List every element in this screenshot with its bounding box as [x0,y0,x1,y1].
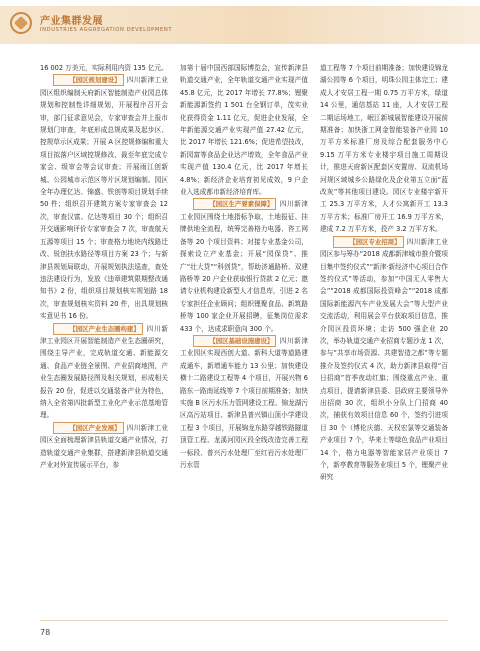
page-number: 78 [40,628,51,637]
col1-section-planning [40,74,168,322]
column-3 [320,62,448,622]
section-title-ecosystem: 【园区产业生态圈构建】 [53,323,142,335]
col2-section-factors [180,198,308,334]
article-body [40,62,448,622]
section-text-investment: 四川新津工业园区参与筹办“2018 成都新津城市推介暨项目集中签约仪式”“新津·新经济中心项目合作签约仪式”等活动，参加“中国无人零售大会”“2018 成都国际投资峰会”“2018 成都国际新能源汽车产业发展大会”等大型产业交流活动，利用展会平台获取项目信息，推介园区投资环境；走访 500 强企业 20 次，举办轨道交通产业招商专题沙龙 1 次，参与“共享市场资源、共建智造之都”等专题推介及签约仪式 4 次，助力新津县取得“百日招商”首季夜动红旗；围绕重点产业、重点项目，提请新津县委、县政府主要领导外出招商 30 次，组织小分队上门招商 40 次，捕获有效项目信息 60 个，签约引进项目 30 个（博伦庆德、天权宏氯等交通装备产业项目 7 个，华来士等绿色食品产业项目 14 个，格力电器等智能家居产业项目 7 个，新亭教育等服务业项目 5 个，锂聚产业研究 [320,237,448,482]
section-text-ecosystem: 四川新津工业园区开展智能制造产业生态圈研究，围绕主导产业，完成轨道交通、新能源交通、食品产业链全景图、产业招商地图，产业生态圈发展路径图及相关规划，形成相关报告 20 份，促进以交通装备产业为特色，纳入全省第四批新型工业化产业示范基地管理。 [40,324,168,420]
section-title-industry: 【园区产业发展】 [53,422,123,434]
section-text-infrastructure: 四川新津工业园区实现西创大道、新科大道等道路建成通车，新增通车能力 13 公里；加快建设横十二路建设工程等 4 个项目，开展兴物 6 路东一路南延线等 7 个项目前期准备；加快实施 B 区污水压力管网建设工程、锦龙湖污区高污站项目、新津县普兴镇山顶小学建设工程 3 个项目，开展锦龙东路穿越铁路隧道顶管工程、龙溪河园区段全线改造完善工程一标段、普兴污水处理厂至红岩污水处理厂污水管 [180,336,308,469]
section-text-industry: 四川新津工业园区全面梳理新津县轨道交通产业情况，打造轨道交通产业集群，搭建新津县轨道交通产业对外宣传展示平台，参 [40,423,168,469]
section-title-investment: 【园区专业招商】 [333,236,403,248]
page-header [0,0,480,46]
col3-section-investment [320,236,448,484]
col2-lead-paragraph: 加第十届中国西部国际博览会，宣传新津县轨道交通产业，全年轨道交通产业实现产值 45.8 亿元，比 2017 年增长 77.8%；锂聚新能源新签约 1 501 台全钢订单，茂实业化获得资金 1.11 亿元，促进企业发展，全年新能源交通产业实现产值 27.42 亿元，比 2017 年增长 121.6%；促进希望技改，新园富等食品企业达产增效，全年食品产业实现产值 130.4 亿元，比 2017 年增长 4.8%；新经济企业培育初见成效，9 户企业入选成都市新经济培育库。 [180,64,308,197]
section-title-planning: 【园区规划建设】 [53,74,123,86]
col2-section-infrastructure [180,335,308,471]
col3-lead-paragraph: 道工程等 7 个项目前期准备；加快建设锦龙湖公园等 6 个项目，明珠公园主体完工；建成人才安居工程一期 0.75 万平方米，绿道 14 公里，通信基站 11 座，人才安居工程二期运场地工，岷江新城展智能建设开展前期准备；加快浙工网金智能装备产业园 10 万平方米标准厂房及综合配套服务中心 9.15 万平方米专业楼宇项目施工周期设计，推进天府新区配套区安置房、双流机场河规区域城乡公路绿化及企业第五立面“蓝改灰”等其他项目建设。园区专业楼宇新开工 25.3 万平方米，人才公寓新开工 13.3 万平方米；标准厂房开工 16.9 万平方米，建成 7.2 万平方米，投产 3.2 万平方米。 [320,64,448,234]
section-title-infrastructure: 【园区基础设施建设】 [193,335,276,347]
section-text-factors: 四川新津工业园区围绕土地指标争取、土地报征、挂牌供地全流程，统筹完善格力电器、咨工网备等 20 个项目资料；对接专业基金公司，探索设立产业基金；开展“园保贷”、推广“壮大贷”“科创贷”，帮助济通路桥、双建路桥等 20 户企业获取银行贷款 2 亿元；邀请专业机构建设新型人才信息库，引进 2 名专家担任企业顾问；组织锂聚食品、新筑路桥等 100 家企业开展招聘，征集岗位需求 433 个，达成求职意向 300 个。 [180,200,308,333]
col1-section-ecosystem [40,323,168,422]
header-subtitle: INDUSTRIES AGGREGATION DEVELOPMENT [40,27,173,33]
section-title-factors: 【园区生产要素保障】 [193,198,276,210]
col1-lead-paragraph: 16 002 万美元，实际利用内资 135 亿元。 [40,64,168,72]
column-2 [180,62,308,622]
section-logo-icon [10,12,32,34]
section-text-planning: 四川新津工业园区组织编制天府新区智能制造产业园总体规划和控制性详细规划，开展程序召开会审，部门征求意见会，专家审查会并上报市规划门审查，年底形成总规成果及起步区、控规草示区成果；开展 A 区控规修编和重大项目拟落户区域控规修改、裁至年底完成专家会、级审会等会议审查；开展雨江创新城、公园城市示范区等片区规划编制。园区全年办理亿达、锦盛、铁创等项目规划手续 50 件；组织召开建筑方案专家审查会 12 次，审查汉富、亿达等项目 30 个；组织召开交通影响评价专家审查会 7 次，审查航天五源等项目 15 个；审查格力地块内线路迁改、锐创扶水路径等项目方案 23 个；与新津县规划局联动，开展规划执法巡查，查处违法建设行为，发放《违章建筑限期整改通知书》2 份，组织项目规划核实规划路 18 次，审查规划核实资料 20 件，出具规划核实意见书 16 份。 [40,76,168,321]
header-title: 产业集群发展 [40,16,103,27]
col1-section-industry [40,422,168,472]
column-1 [40,62,168,622]
footer-divider [40,620,448,621]
